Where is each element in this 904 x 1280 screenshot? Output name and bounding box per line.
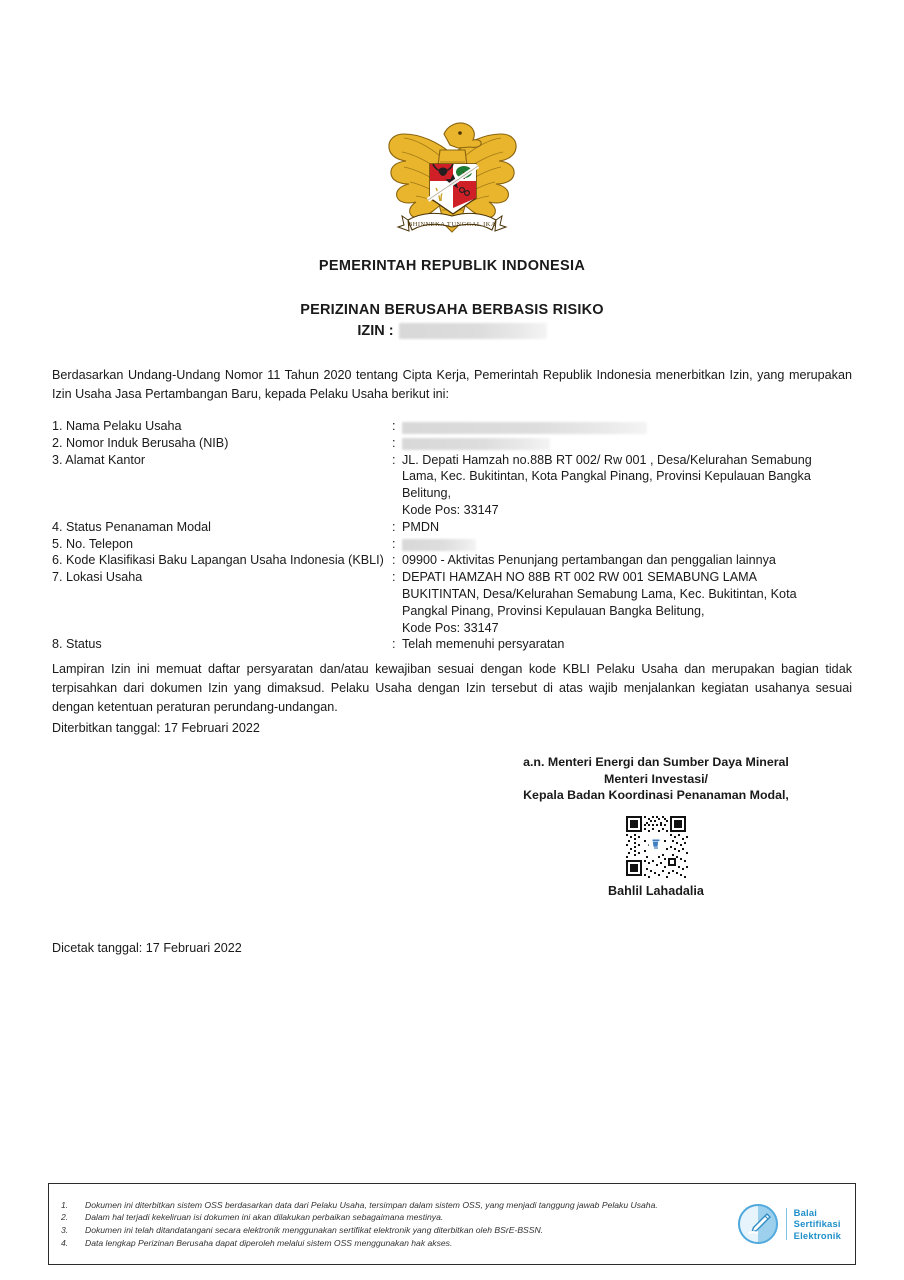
detail-row <box>52 519 852 536</box>
detail-value-line: PMDN <box>402 519 440 534</box>
digital-signature-qr-code[interactable] <box>624 814 688 878</box>
detail-value <box>402 418 852 435</box>
document-header <box>0 258 904 339</box>
signature-line-3: Kepala Badan Koordinasi Penanaman Modal, <box>523 788 789 802</box>
redacted-value <box>402 539 476 551</box>
detail-value <box>402 636 852 653</box>
detail-colon: : <box>392 637 396 652</box>
redacted-value <box>402 422 647 434</box>
printed-date: Dicetak tanggal: 17 Februari 2022 <box>52 941 242 955</box>
intro-paragraph: Berdasarkan Undang-Undang Nomor 11 Tahun 2020 tentang Cipta Kerja, Pemerintah Republik Indonesia menerbitkan Izin, yang merupakan Izin Usaha Jasa Pertambangan Baru, kepada Pelaku Usaha berikut ini: <box>52 368 852 401</box>
detail-row <box>52 552 852 569</box>
detail-value-line: 09900 - Aktivitas Penunjang pertambangan dan penggalian lainnya <box>402 553 776 568</box>
detail-colon: : <box>392 553 396 568</box>
detail-colon: : <box>392 435 396 450</box>
detail-colon: : <box>392 419 396 433</box>
detail-label: 8. Status <box>52 637 102 652</box>
footer-note-text: Dokumen ini diterbitkan sistem OSS berdasarkan data dari Pelaku Usaha, tersimpan dalam sistem OSS, yang menjadi tanggung jawab Pelaku Usaha. <box>85 1199 658 1210</box>
detail-value <box>402 519 852 536</box>
business-details-list <box>52 418 852 653</box>
signature-authority-block <box>460 754 852 804</box>
detail-value-line: DEPATI HAMZAH NO 88B RT 002 RW 001 SEMABUNG LAMA <box>402 570 758 585</box>
signature-line-1: a.n. Menteri Energi dan Sumber Daya Mineral <box>523 755 789 769</box>
detail-value-line: Kode Pos: 33147 <box>402 620 499 635</box>
detail-label: 5. No. Telepon <box>52 536 133 551</box>
detail-value-line: Lama, Kec. Bukitintan, Kota Pangkal Pinang, Provinsi Kepulauan Bangka <box>402 469 811 484</box>
bsre-pen-circle-logo <box>737 1203 779 1245</box>
izin-number-redacted <box>399 323 547 339</box>
bsre-line-2: Sertifikasi <box>793 1218 841 1230</box>
detail-value <box>402 435 852 452</box>
detail-row <box>52 636 852 653</box>
detail-label: 7. Lokasi Usaha <box>52 570 143 585</box>
detail-value-line: Belitung, <box>402 486 452 501</box>
izin-label: IZIN : <box>357 323 394 339</box>
issued-date: Diterbitkan tanggal: 17 Februari 2022 <box>52 721 260 735</box>
bsre-line-1: Balai <box>793 1206 818 1218</box>
detail-value-line: Telah memenuhi persyaratan <box>402 637 565 652</box>
qr-code-container <box>460 814 852 878</box>
detail-row <box>52 452 852 519</box>
detail-colon: : <box>392 452 396 467</box>
page-title: PERIZINAN BERUSAHA BERBASIS RISIKO <box>300 302 604 318</box>
detail-value <box>402 452 852 519</box>
detail-label: 1. Nama Pelaku Usaha <box>52 419 182 433</box>
detail-label: 2. Nomor Induk Berusaha (NIB) <box>52 435 229 450</box>
footer-notes-box <box>48 1183 856 1265</box>
closing-paragraph: Lampiran Izin ini memuat daftar persyaratan dan/atau kewajiban sesuai dengan kode KBLI Pelaku Usaha dan merupakan bagian tidak terpisahkan dari dokumen Izin yang dimaksud. Pelaku Usaha dengan Izin tersebut di atas wajib menjalankan kegiatan usahanya sesuai dengan ketentuan peraturan perundang-undangan. <box>52 662 852 714</box>
footer-note-text: Data lengkap Perizinan Berusaha dapat diperoleh melalui sistem OSS menggunakan hak akses. <box>85 1237 453 1248</box>
detail-row <box>52 536 852 553</box>
footer-note <box>61 1211 717 1224</box>
footer-note <box>61 1199 717 1212</box>
footer-notes-list <box>49 1193 721 1255</box>
detail-row <box>52 418 852 435</box>
detail-colon: : <box>392 519 396 534</box>
detail-label: 6. Kode Klasifikasi Baku Lapangan Usaha Indonesia (KBLI) <box>52 553 384 568</box>
signature-line-2: Menteri Investasi/ <box>604 771 708 786</box>
redacted-value <box>402 438 550 450</box>
detail-value <box>402 552 852 569</box>
footer-note <box>61 1237 717 1250</box>
detail-value-line: BUKITINTAN, Desa/Kelurahan Semabung Lama, Kec. Bukitintan, Kota <box>402 586 797 601</box>
signer-name: Bahlil Lahadalia <box>608 884 704 898</box>
detail-label: 4. Status Penanaman Modal <box>52 519 211 534</box>
detail-value <box>402 536 852 553</box>
footer-note-number: 1. <box>61 1199 69 1210</box>
bsre-logo-block <box>721 1203 855 1245</box>
detail-label: 3. Alamat Kantor <box>52 452 146 467</box>
detail-value-line: JL. Depati Hamzah no.88B RT 002/ Rw 001 , Desa/Kelurahan Semabung <box>402 452 812 467</box>
bsre-wordmark <box>794 1207 841 1241</box>
footer-note-text: Dalam hal terjadi kekeliruan isi dokumen ini akan dilakukan perbaikan sebagaimana mestinya. <box>85 1212 444 1223</box>
emblem-container <box>0 112 904 240</box>
footer-note <box>61 1224 717 1237</box>
detail-row <box>52 569 852 636</box>
izin-number-row <box>0 323 904 339</box>
footer-note-number: 2. <box>61 1212 69 1223</box>
bsre-divider <box>786 1208 787 1240</box>
detail-row <box>52 435 852 452</box>
heading-government: PEMERINTAH REPUBLIK INDONESIA <box>318 258 586 274</box>
footer-note-number: 4. <box>61 1237 69 1248</box>
svg-text:BHINNEKA TUNGGAL IKA: BHINNEKA TUNGGAL IKA <box>407 221 496 228</box>
detail-colon: : <box>392 570 396 585</box>
detail-value-line: Kode Pos: 33147 <box>402 502 499 517</box>
detail-colon: : <box>392 536 396 551</box>
garuda-pancasila-emblem <box>380 112 525 240</box>
detail-value <box>402 569 852 636</box>
footer-note-text: Dokumen ini telah ditandatangani secara elektronik menggunakan sertifikat elektronik yang diterbitkan oleh BSrE-BSSN. <box>85 1225 544 1235</box>
bsre-line-3: Elektronik <box>793 1229 841 1241</box>
detail-value-line: Pangkal Pinang, Provinsi Kepulauan Bangka Belitung, <box>402 603 705 618</box>
footer-note-number: 3. <box>61 1225 69 1235</box>
